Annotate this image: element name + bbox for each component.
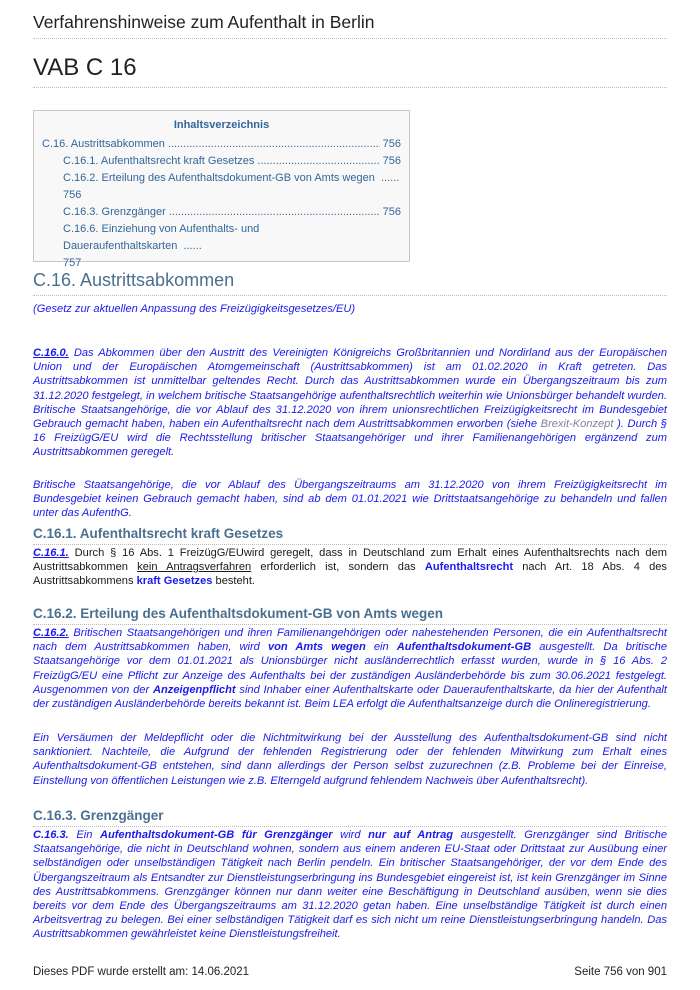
paragraph-c16-0: C.16.0. Das Abkommen über den Austritt des Vereinigten Königreichs Großbritannien und Nordirland aus der Europäischen Union und der Europäischen Atomgemeinschaft (Austrittsabkommen) ist am 01.02.2020 in Kraft getreten. Das Austrittsabkommen ist unmittelbar geltendes Recht. Durch das Austrittsabkommen wurde ein Übergangszeitraum bis zum 31.12.2020 festgelegt, in welchem britische Staatsangehörige aufenthaltsrechtlich weiterhin wie Unionsbürger behandelt wurden. Britische Staatsangehörige, die vor Ablauf des 31.12.2020 von ihrem unionsrechtlichen Freizügigkeitsrecht im Bundesgebiet Gebrauch gemacht haben, haben ein Aufenthaltsrecht nach dem Austrittsabkommen erworben (siehe Brexit-Konzept ). Durch § 16 FreizügG/EU wird die Rechtsstellung britischer Staatsangehöriger und ihrer Familienangehörigen ergänzend zum Austrittsabkommen geregelt. xyxy=(33,347,667,459)
paragraph-c16-0b: Britische Staatsangehörige, die vor Ablauf des Übergangszeitraums am 31.12.2020 von ihrem Freizügigkeitsrecht im Bundesgebiet keinen Gebrauch gemacht haben, sind ab dem 01.01.2021 wie Drittstaatsangehörige zu behandeln und fallen unter das AufenthG. xyxy=(33,479,667,520)
toc-item[interactable] xyxy=(42,204,401,221)
paragraph-c16-3: C.16.3. Ein Aufenthaltsdokument-GB für Grenzgänger wird nur auf Antrag ausgestellt. Grenzgänger sind Britische Staatsangehörige, die nicht in Deutschland wohnen, sondern aus einem anderen EU-Staat oder Drittstaat zur Ausübung einer selbständigen oder unselbständigen Tätigkeit nach Berlin pendeln. Ein britischer Staatsangehöriger, der vor dem Ende des Übergangszeitraum als Entsandter zur Dienstleistungserbringung ins Bundesgebiet eingereist ist, ist kein Grenzgänger im Sinne des Austrittsabkommens. Grenzgänger können nur dann weiter eine Beschäftigung in Deutschland ausüben, wenn sie dies bereits vor dem Ende des Übergangszeitraums am 31.12.2020 getan haben. Eine unselbständige Tätigkeit ist durch einen Arbeitsvertrag zu belegen. Bei einer selbständigen Tätigkeit darf es sich nicht um reine Dienstleistungserbringung handeln. Das Austrittsabkommen gewährleistet keine Dienstleistungsfreiheit. xyxy=(33,829,668,941)
section-subtitle: (Gesetz zur aktuellen Anpassung des Freizügigkeitsgesetzes/EU) xyxy=(33,303,356,315)
footer-created-date: Dieses PDF wurde erstellt am: 14.06.2021 xyxy=(33,966,250,978)
toc-item[interactable] xyxy=(42,153,401,170)
toc-item-label[interactable]: C.16.6. Einziehung von Aufenthalts- und Daueraufenthaltskarten xyxy=(63,223,260,252)
paragraph-c16-2: C.16.2. Britischen Staatsangehörigen und ihren Familienangehörigen oder nahestehenden Personen, die ein Aufenthaltsrecht nach dem Austrittsabkommen haben, wird von Amts wegen ein Aufenthaltsdokument-GB ausgestellt. Da britische Staatsangehörige vor dem 01.01.2021 als Unionsbürger nicht ausländerrechtlich erfasst wurden, wurde in § 16 Abs. 2 FreizügG/EU eine Pflicht zur Anzeige des Aufenthalts bei der zuständigen Ausländerbehörde bis zum 30.06.2021 festgelegt. Ausgenommen von der Anzeigenpflicht sind Inhaber einer Aufenthaltskarte oder Daueraufenthaltskarte, da hier der Aufenthalt der zuständigen Ausländerbehörde bereits bekannt ist. Beim LEA erfolgt die Aufenthaltsanzeige durch die Onlineregistrierung. xyxy=(33,627,668,711)
toc-item-page: 756 xyxy=(382,155,401,167)
anchor-c16-3: C.16.3. xyxy=(33,829,69,841)
subsection-heading-c16-2: C.16.2. Erteilung des Aufenthaltsdokument-GB von Amts wegen xyxy=(33,606,667,625)
toc-item[interactable] xyxy=(42,136,401,153)
bold-term: Aufenthaltsdokument-GB für Grenzgänger xyxy=(99,829,333,841)
toc-item[interactable]: C.16.2. Erteilung des Aufenthaltsdokument-GB von Amts wegen ...... 756 xyxy=(63,172,400,201)
bold-term: kraft Gesetzes xyxy=(136,575,213,588)
bold-term: von Amts wegen xyxy=(267,641,366,654)
toc-item-page: 756 xyxy=(63,189,82,201)
toc-item-label[interactable]: C.16.1. Aufenthaltsrecht kraft Gesetzes xyxy=(63,155,255,167)
toc-item-page: 756 xyxy=(382,206,401,218)
toc-item-label[interactable]: C.16.3. Grenzgänger xyxy=(63,206,166,218)
bold-term: Aufenthaltsrecht xyxy=(424,561,514,574)
brexit-concept-link[interactable]: Brexit-Konzept xyxy=(540,418,614,431)
subsection-heading-c16-3: C.16.3. Grenzgänger xyxy=(33,808,667,827)
table-of-contents xyxy=(33,110,410,269)
underlined-term: kein Antragsverfahren xyxy=(137,561,252,574)
section-heading: C.16. Austrittsabkommen xyxy=(33,270,667,296)
anchor-c16-2[interactable]: C.16.2. xyxy=(33,627,69,639)
bold-term: nur auf Antrag xyxy=(368,829,454,841)
bold-term: Anzeigenpflicht xyxy=(152,683,236,696)
toc-item-label[interactable]: C.16. Austrittsabkommen xyxy=(42,138,165,150)
anchor-c16-0[interactable]: C.16.0. xyxy=(33,347,69,359)
toc-item[interactable]: C.16.6. Einziehung von Aufenthalts- und Daueraufenthaltskarten ...... 757 xyxy=(63,223,260,269)
toc-item-label[interactable]: C.16.2. Erteilung des Aufenthaltsdokument-GB von Amts wegen xyxy=(63,172,375,184)
anchor-c16-1[interactable]: C.16.1. xyxy=(33,547,69,559)
bold-term: Aufenthaltsdokument-GB xyxy=(396,641,532,654)
subsection-heading-c16-1: C.16.1. Aufenthaltsrecht kraft Gesetzes xyxy=(33,526,667,545)
footer-page-number: Seite 756 von 901 xyxy=(574,966,667,978)
toc-item-page: 757 xyxy=(63,257,82,269)
document-title: VAB C 16 xyxy=(33,54,667,88)
paragraph-c16-2b: Ein Versäumen der Meldepflicht oder die Nichtmitwirkung bei der Ausstellung des Aufenthaltsdokument-GB sind nicht sanktioniert. Nachteile, die Aufgrund der fehlenden Registrierung oder der fehlenden Mitwirkung zum Erhalt eines Aufenthaltsdokument-GB entstehen, sind dann allerdings der Person selbst zuzurechnen (z.B. Probleme bei der Einreise, Einstellung von öffentlichen Leistungen wie z.B. Elterngeld aufgrund fehlendem Nachweis über Aufenthaltsrecht). xyxy=(33,732,667,787)
page-footer xyxy=(33,966,667,978)
site-title: Verfahrenshinweise zum Aufenthalt in Berlin xyxy=(33,12,667,39)
toc-item-page: 756 xyxy=(382,138,401,150)
paragraph-c16-1: C.16.1. Durch § 16 Abs. 1 FreizügG/EUwird geregelt, dass in Deutschland zum Erhalt eines Aufenthaltsrechts nach dem Austrittsabkommen kein Antragsverfahren erforderlich ist, sondern das Aufenthaltsrecht nach Art. 18 Abs. 4 des Austrittsabkommens kraft Gesetzes besteht. xyxy=(33,547,667,588)
toc-heading: Inhaltsverzeichnis xyxy=(173,119,270,131)
